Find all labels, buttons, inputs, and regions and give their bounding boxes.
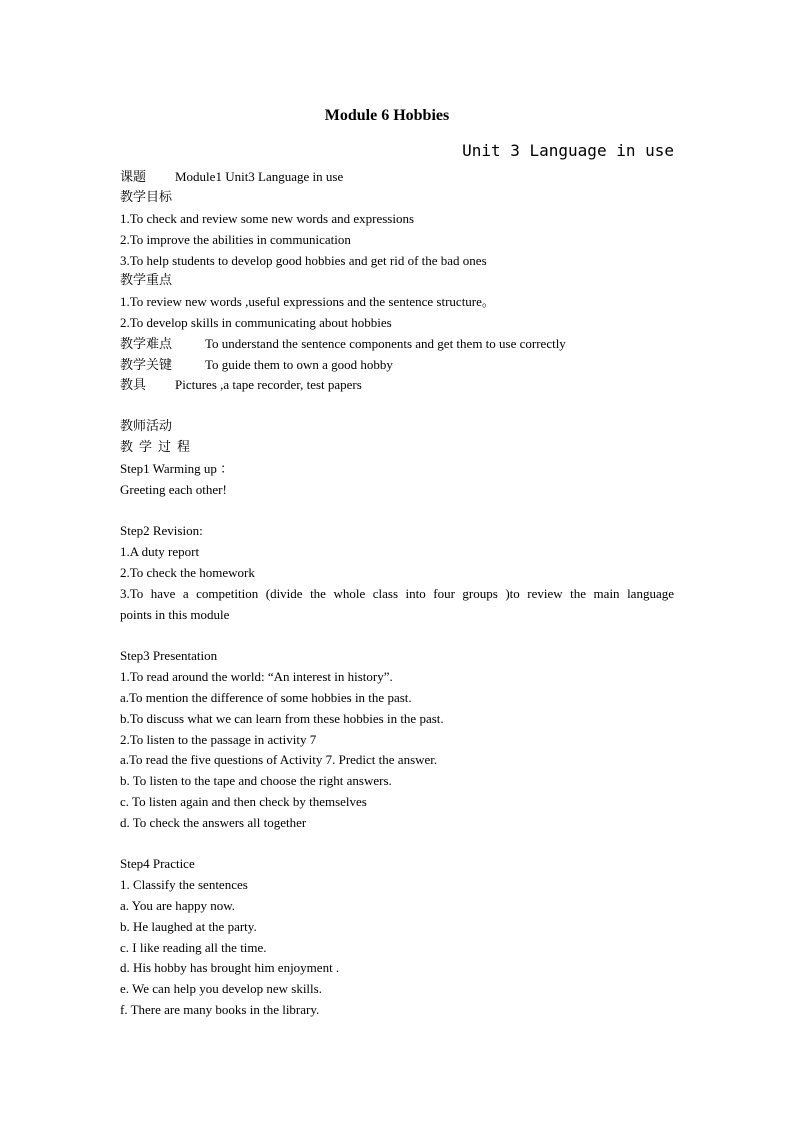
aids-label: 教具 [120, 378, 147, 393]
step4-title: Step4 Practice [120, 856, 195, 871]
step4-line: 1. Classify the sentences [120, 877, 248, 892]
step3-line: c. To listen again and then check by themselves [120, 794, 367, 809]
step3-line: 1.To read around the world: “An interest in history”. [120, 669, 393, 684]
key-point-item: 2.To develop skills in communicating about hobbies [120, 315, 392, 330]
objective-item: 3.To help students to develop good hobbies and get rid of the bad ones [120, 253, 487, 268]
document-title: Module 6 Hobbies [324, 107, 450, 124]
step2-line: points in this module [120, 607, 230, 622]
step3-title: Step3 Presentation [120, 648, 218, 663]
step4-line: d. His hobby has brought him enjoyment . [120, 960, 340, 975]
key-point-item: 1.To review new words ,useful expressions and the sentence structure。 [120, 294, 495, 309]
topic-row [120, 169, 674, 186]
step2-title: Step2 Revision: [120, 523, 203, 538]
key-row [120, 357, 674, 374]
step3-line: 2.To listen to the passage in activity 7 [120, 732, 317, 747]
objectives-label: 教学目标 [120, 190, 173, 205]
step4-line: b. He laughed at the party. [120, 919, 257, 934]
step3-line: d. To check the answers all together [120, 815, 307, 830]
aids-value: Pictures ,a tape recorder, test papers [175, 377, 362, 392]
step4-line: c. I like reading all the time. [120, 940, 267, 955]
topic-value: Module1 Unit3 Language in use [175, 169, 344, 184]
objective-item: 2.To improve the abilities in communication [120, 232, 351, 247]
step1-line: Greeting each other! [120, 482, 227, 497]
step4-line: e. We can help you develop new skills. [120, 981, 322, 996]
step4-line: a. You are happy now. [120, 898, 236, 913]
key-value: To guide them to own a good hobby [205, 357, 393, 372]
aids-row [120, 377, 674, 394]
document-subtitle: Unit 3 Language in use [462, 141, 674, 160]
difficulty-label: 教学难点 [120, 337, 173, 352]
step2-line: 1.A duty report [120, 544, 200, 559]
teacher-activity-label: 教师活动 [120, 419, 173, 434]
key-label: 教学关键 [120, 358, 173, 373]
objective-item: 1.To check and review some new words and expressions [120, 211, 415, 226]
step3-line: b. To listen to the tape and choose the right answers. [120, 773, 392, 788]
step2-line: 2.To check the homework [120, 565, 255, 580]
step2-line: 3.To have a competition (divide the whole class into four groups )to review the main language [120, 586, 674, 601]
step3-line: b.To discuss what we can learn from these hobbies in the past. [120, 711, 444, 726]
step3-line: a.To mention the difference of some hobbies in the past. [120, 690, 412, 705]
topic-label: 课题 [120, 170, 147, 185]
key-points-label: 教学重点 [120, 273, 173, 288]
difficulty-row [120, 336, 674, 353]
step3-line: a.To read the five questions of Activity 7. Predict the answer. [120, 752, 438, 767]
step1-title: Step1 Warming up ： [120, 461, 234, 476]
step4-line: f. There are many books in the library. [120, 1002, 320, 1017]
process-label: 教学过程 [120, 440, 197, 455]
difficulty-value: To understand the sentence components and get them to use correctly [205, 336, 566, 351]
